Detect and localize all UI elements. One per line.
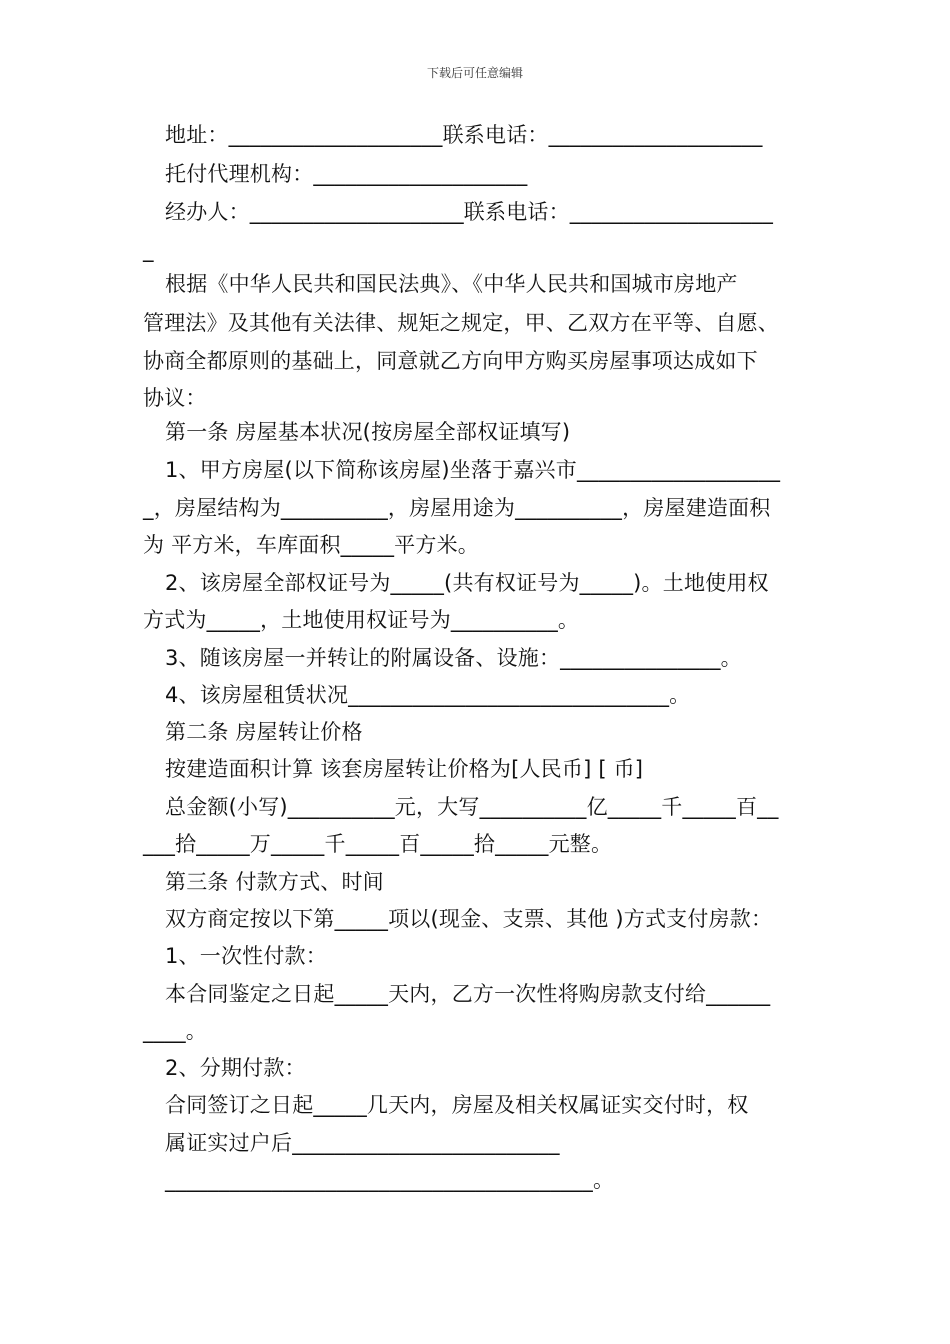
preamble-line-1: 根据《中华人民共和国民法典》、《中华人民共和国城市房地产	[165, 272, 738, 296]
article-3-lump-sum-line-1: 本合同鉴定之日起_____天内，乙方一次性将购房款支付给______	[165, 982, 771, 1006]
article-3-lump-sum-heading: 1、一次性付款：	[165, 944, 327, 968]
article-3-installment-heading: 2、分期付款：	[165, 1056, 306, 1080]
article-2-heading: 第二条 房屋转让价格	[165, 720, 363, 744]
article-1-item-2-line-2: 方式为_____，土地使用权证号为__________。	[143, 608, 580, 632]
preamble-line-4: 协议：	[143, 386, 207, 410]
article-2-amount-line-2: ___拾_____万_____千_____百_____拾_____元整。	[143, 832, 613, 856]
agent-phone-line: 经办人：____________________联系电话：___________________	[165, 200, 774, 224]
agency-line: 托付代理机构：____________________	[165, 162, 528, 186]
article-1-item-1-line-1: 1、甲方房屋(以下简称该房屋)坐落于嘉兴市___________________	[165, 458, 781, 482]
article-1-item-2-line-1: 2、该房屋全部权证号为_____(共有权证号为_____)。土地使用权	[165, 571, 769, 595]
preamble-line-2: 管理法》及其他有关法律、规矩之规定，甲、乙双方在平等、自愿、	[143, 311, 779, 335]
article-3-installment-line-1: 合同签订之日起_____几天内，房屋及相关权属证实交付时，权	[165, 1093, 749, 1117]
article-2-amount-line-1: 总金额(小写)__________元，大写__________亿_____千_____百__	[165, 795, 779, 819]
page-header: 下载后可任意编辑	[426, 66, 523, 80]
preamble-line-3: 协商全都原则的基础上，同意就乙方向甲方购买房屋事项达成如下	[143, 349, 758, 373]
article-1-item-4: 4、该房屋租赁状况______________________________。	[165, 683, 691, 707]
article-1-item-1-line-2: _，房屋结构为__________，房屋用途为__________，房屋建造面积	[143, 496, 771, 520]
article-1-item-3: 3、随该房屋一并转让的附属设备、设施：_______________。	[165, 646, 742, 670]
article-3-installment-line-2: 属证实过户后_________________________	[165, 1131, 560, 1155]
article-3-installment-line-3: ________________________________________。	[165, 1168, 615, 1192]
article-1-item-1-line-3: 为 平方米，车库面积_____平方米。	[143, 533, 479, 557]
article-3-payment-method: 双方商定按以下第_____项以(现金、支票、其他 )方式支付房款：	[165, 907, 773, 931]
underscore-continuation: _	[143, 238, 154, 262]
article-3-heading: 第三条 付款方式、时间	[165, 870, 384, 894]
article-1-heading: 第一条 房屋基本状况(按房屋全部权证填写)	[165, 420, 571, 444]
article-2-price-basis: 按建造面积计算 该套房屋转让价格为[人民币] [ 币]	[165, 757, 644, 781]
article-3-lump-sum-line-2: ____。	[143, 1019, 207, 1043]
address-phone-line: 地址：____________________联系电话：____________________	[165, 123, 763, 147]
